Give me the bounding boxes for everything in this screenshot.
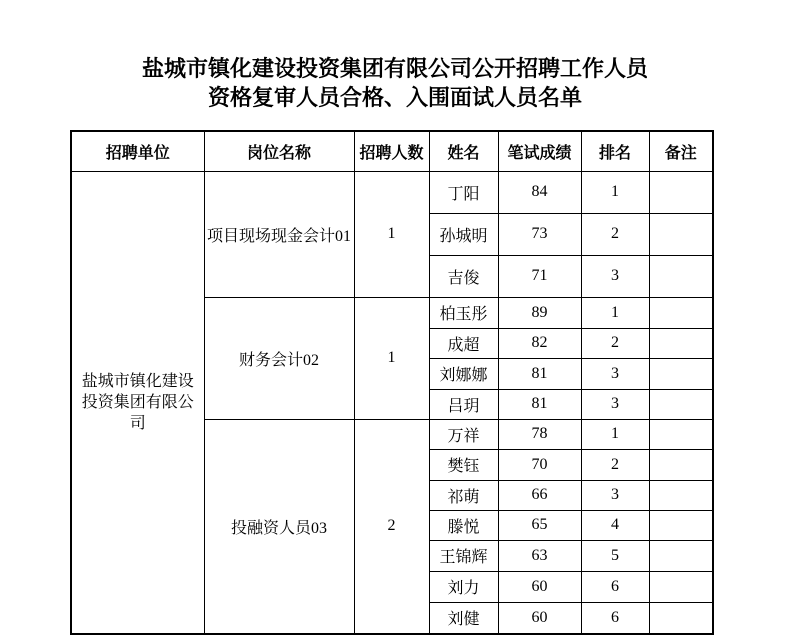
position-name-cell: 财务会计02 <box>204 297 354 419</box>
score-cell: 60 <box>498 602 581 634</box>
candidate-name-cell: 刘力 <box>429 571 498 602</box>
candidate-name-cell: 刘健 <box>429 602 498 634</box>
headcount-cell: 1 <box>354 171 429 297</box>
note-cell <box>649 171 713 213</box>
score-cell: 73 <box>498 213 581 255</box>
score-cell: 82 <box>498 328 581 358</box>
table-row <box>71 171 713 213</box>
headcount-cell: 2 <box>354 419 429 634</box>
score-cell: 63 <box>498 540 581 571</box>
rank-cell: 4 <box>581 510 649 540</box>
score-cell: 89 <box>498 297 581 328</box>
score-cell: 60 <box>498 571 581 602</box>
rank-cell: 3 <box>581 358 649 389</box>
score-cell: 66 <box>498 480 581 510</box>
rank-cell: 6 <box>581 571 649 602</box>
col-header-unit: 招聘单位 <box>71 131 204 171</box>
recruitment-table <box>70 130 714 635</box>
col-header-position: 岗位名称 <box>204 131 354 171</box>
rank-cell: 5 <box>581 540 649 571</box>
rank-cell: 1 <box>581 419 649 449</box>
note-cell <box>649 449 713 480</box>
note-cell <box>649 571 713 602</box>
unit-name: 盐城市镇化建设投资集团有限公司 <box>81 372 194 432</box>
note-cell <box>649 480 713 510</box>
candidate-name-cell: 孙城明 <box>429 213 498 255</box>
note-cell <box>649 255 713 297</box>
candidate-name-cell: 万祥 <box>429 419 498 449</box>
note-cell <box>649 297 713 328</box>
candidate-name-cell: 刘娜娜 <box>429 358 498 389</box>
col-header-rank: 排名 <box>581 131 649 171</box>
score-cell: 81 <box>498 389 581 419</box>
score-cell: 81 <box>498 358 581 389</box>
note-cell <box>649 510 713 540</box>
candidate-name-cell: 成超 <box>429 328 498 358</box>
rank-cell: 3 <box>581 480 649 510</box>
col-header-note: 备注 <box>649 131 713 171</box>
note-cell <box>649 328 713 358</box>
unit-name-cell <box>71 171 204 634</box>
col-header-score: 笔试成绩 <box>498 131 581 171</box>
col-header-headcount: 招聘人数 <box>354 131 429 171</box>
candidate-name-cell: 柏玉彤 <box>429 297 498 328</box>
note-cell <box>649 419 713 449</box>
rank-cell: 6 <box>581 602 649 634</box>
position-name-cell: 项目现场现金会计01 <box>204 171 354 297</box>
title-line-1: 盐城市镇化建设投资集团有限公司公开招聘工作人员 <box>141 56 648 81</box>
note-cell <box>649 358 713 389</box>
score-cell: 71 <box>498 255 581 297</box>
rank-cell: 3 <box>581 255 649 297</box>
note-cell <box>649 602 713 634</box>
candidate-name-cell: 樊钰 <box>429 449 498 480</box>
note-cell <box>649 213 713 255</box>
score-cell: 78 <box>498 419 581 449</box>
note-cell <box>649 540 713 571</box>
rank-cell: 1 <box>581 171 649 213</box>
rank-cell: 3 <box>581 389 649 419</box>
header-row <box>71 131 713 171</box>
candidate-name-cell: 吉俊 <box>429 255 498 297</box>
rank-cell: 2 <box>581 328 649 358</box>
candidate-name-cell: 丁阳 <box>429 171 498 213</box>
page-title <box>0 54 790 112</box>
score-cell: 65 <box>498 510 581 540</box>
title-line-2: 资格复审人员合格、入围面试人员名单 <box>207 85 582 110</box>
rank-cell: 2 <box>581 449 649 480</box>
rank-cell: 2 <box>581 213 649 255</box>
candidate-name-cell: 滕悦 <box>429 510 498 540</box>
position-name-cell: 投融资人员03 <box>204 419 354 634</box>
candidate-name-cell: 王锦辉 <box>429 540 498 571</box>
score-cell: 70 <box>498 449 581 480</box>
note-cell <box>649 389 713 419</box>
candidate-name-cell: 吕玥 <box>429 389 498 419</box>
headcount-cell: 1 <box>354 297 429 419</box>
rank-cell: 1 <box>581 297 649 328</box>
score-cell: 84 <box>498 171 581 213</box>
col-header-name: 姓名 <box>429 131 498 171</box>
candidate-name-cell: 祁萌 <box>429 480 498 510</box>
